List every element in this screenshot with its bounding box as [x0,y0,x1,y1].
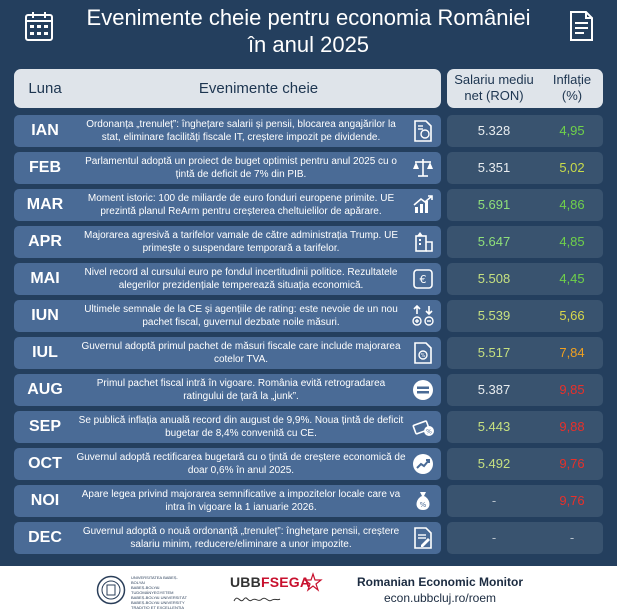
university-seal-icon [96,575,126,605]
inflation-value: 9,76 [559,493,585,508]
event-text: Ultimele semnale de la CE și agențiile de rating: este nevoie de un nou pachet fiscal, guvernul dezbate noile măsuri. [84,304,398,328]
inflation-value: 4,95 [559,123,585,138]
inflation-value: - [569,530,575,545]
page-title [0,0,617,62]
inflation-value: 5,66 [559,308,585,323]
university-name: UNIVERSITATEA BABEȘ-BOLYAI BABEȘ-BOLYAI TUDOMÁNYEGYETEM BABEȘ-BOLYAI UNIVERSITÄT BABEȘ-BOLYAI UNIVERSITY TRADITIO ET EXCELLENTIA [131,575,188,610]
inflation-value: 4,86 [559,197,585,212]
salary-value: 5.647 [477,234,511,249]
svg-text:%: % [420,353,426,359]
month-label: MAR [26,196,64,213]
footer [0,566,617,612]
salary-value: - [491,530,497,545]
salary-value: 5.443 [477,419,511,434]
salary-value: 5.328 [477,123,511,138]
header-month: Luna [28,80,62,97]
month-label: IUL [32,344,58,361]
header-inflation: Inflație (%) [552,72,592,103]
header-salary: Salariu mediu net (RON) [454,72,534,103]
vat-document-icon [411,341,435,365]
month-label: DEC [28,529,62,546]
month-label: SEP [28,418,61,435]
events-table-header [14,69,441,108]
table-row [0,448,617,480]
month-label: OCT [28,455,62,472]
salary-value: 5.508 [477,271,511,286]
inflation-value: 5,02 [559,160,585,175]
salary-value: 5.492 [477,456,511,471]
calendar-icon [24,10,54,42]
monitor-title: Romanian Economic Monitor [356,575,523,589]
event-text: Se publică inflația anuală record din august de 9,9%. Noua țintă de deficit bugetar de 8,4% convenită cu CE. [78,415,404,439]
ubb-fsega-logo: UBBFSEGA [230,574,311,590]
event-text: Guvernul adoptă rectificarea bugetară cu o țintă de creștere economică de doar 0,6% în anul 2025. [76,452,406,476]
month-label: IUN [31,307,59,324]
month-label: APR [28,233,62,250]
event-text: Majorarea agresivă a tarifelor vamale de către administrația Trump. UE primește o suspendare temporară a tarifelor. [83,230,399,254]
salary-value: - [491,493,497,508]
salary-value: 5.387 [477,382,511,397]
table-row [0,300,617,332]
fsega-emblem-icon [302,572,324,592]
event-text: Moment istoric: 100 de miliarde de euro fonduri europene primite. UE prezintă planul ReArm pentru creșterea cheltuielilor de apărare. [87,193,395,217]
salary-value: 5.351 [477,160,511,175]
table-row [0,374,617,406]
trend-up-circle-icon [411,452,435,476]
month-label: MAI [30,270,60,287]
equals-circle-icon [411,378,435,402]
tax-document-icon [411,119,435,143]
plus-minus-arrows-icon [411,304,435,328]
table-row [0,522,617,554]
header-events: Evenimente cheie [198,80,319,97]
monitor-url[interactable]: econ.ubbcluj.ro/roem [383,591,497,605]
event-text: Parlamentul adoptă un proiect de buget optimist pentru anul 2025 cu o țintă de deficit de 7% din PIB. [85,156,397,180]
table-row [0,411,617,443]
growth-chart-icon [411,193,435,217]
table-row [0,226,617,258]
salary-value: 5.691 [477,197,511,212]
month-label: NOI [30,492,60,509]
event-text: Ordonanța „trenuleț”: înghețare salarii și pensii, blocarea angajărilor la stat, eliminare facilități fiscale IT, creștere impozit pe dividende. [86,119,396,143]
event-text: Apare legea privind majorarea semnificative a impozitelor locale care va intra în vigoare la 1 ianuarie 2026. [81,489,401,513]
inflation-value: 7,84 [559,345,585,360]
tariff-building-icon [411,230,435,254]
table-row [0,337,617,369]
svg-text:€: € [419,273,427,286]
svg-text:%: % [426,428,432,436]
title-line-1: Evenimente cheie pentru economia României [86,5,531,30]
event-text: Guvernul adoptă o nouă ordonanță „trenuleț”: înghețare pensii, creștere salariu minim, reducere/eliminare a unor impozite. [82,526,400,550]
event-text: Guvernul adoptă primul pachet de măsuri fiscale care include majorarea cotelor TVA. [81,341,401,365]
svg-text:%: % [419,501,427,509]
table-row [0,189,617,221]
event-text: Nivel record al cursului euro pe fondul incertitudinii politice. Rezultatele alegerilor prezidențiale temperează situația economică. [84,267,398,291]
inflation-value: 4,45 [559,271,585,286]
inflation-value: 9,85 [559,382,585,397]
indicators-table-header [447,69,603,108]
salary-value: 5.539 [477,308,511,323]
month-label: FEB [29,159,61,176]
money-percent-icon [411,415,435,439]
money-bag-percent-icon [411,489,435,513]
salary-value: 5.517 [477,345,511,360]
balance-scale-icon [411,156,435,180]
inflation-value: 9,88 [559,419,585,434]
title-line-2: în anul 2025 [247,32,370,57]
inflation-value: 4,85 [559,234,585,249]
month-label: AUG [27,381,63,398]
euro-exchange-icon [411,267,435,291]
signature-icon [232,591,282,607]
report-document-icon [566,10,596,42]
table-row [0,152,617,184]
event-text: Primul pachet fiscal intră în vigoare. România evită retrogradarea ratingului de țară la „junk”. [96,378,386,402]
inflation-value: 9,76 [559,456,585,471]
table-row [0,485,617,517]
month-label: IAN [31,122,59,139]
table-row [0,115,617,147]
table-row [0,263,617,295]
document-pen-icon [411,526,435,550]
